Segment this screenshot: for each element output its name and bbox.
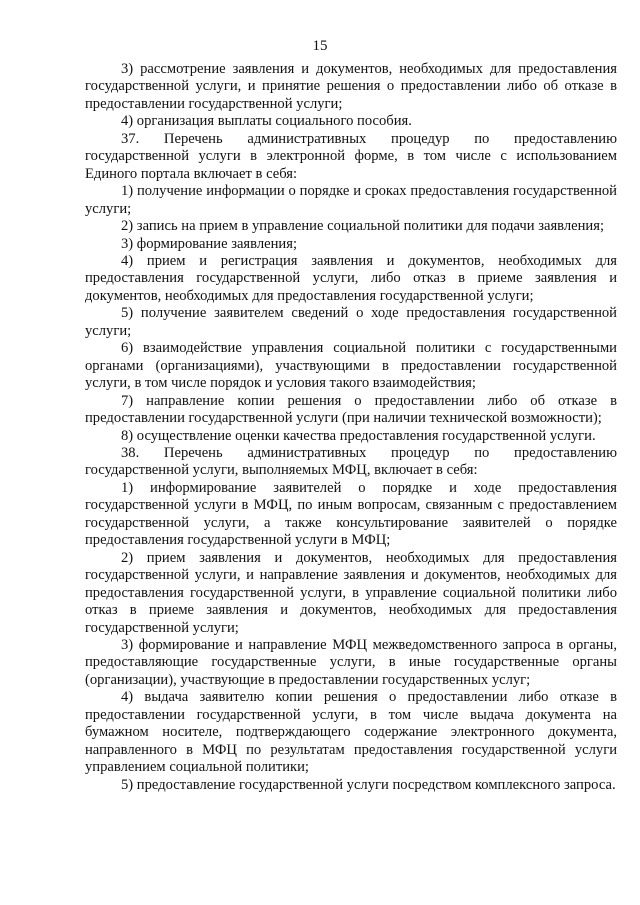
paragraph-37-item-1: 1) получение информации о порядке и сроках предоставления государственной услуги; (85, 183, 617, 217)
paragraph-37-item-6: 6) взаимодействие управления социальной политики с государственными органами (организациями), участвующими в предоставлении государственной услуги, в том числе порядок и условия такого взаимодействия; (85, 340, 617, 392)
paragraph-38-mfc-procedures: 38. Перечень административных процедур по предоставлению государственной услуги, выполняемых МФЦ, включает в себя: (85, 444, 617, 479)
paragraph-37-item-3: 3) формирование заявления; (121, 235, 297, 252)
paragraph-38-item-5: 5) предоставление государственной услуги посредством комплексного запроса. (121, 776, 616, 793)
paragraph-item-4-payment: 4) организация выплаты социального пособия. (121, 113, 412, 130)
paragraph-38-item-4: 4) выдача заявителю копии решения о предоставлении либо отказе в предоставлении государственной услуги, в том числе выдача документа на бумажном носителе, подтверждающего содержание электронного документа, направленного в МФЦ по результатам предоставления государственной услуги управлением социальной политики; (85, 689, 617, 776)
paragraph-37-item-5: 5) получение заявителем сведений о ходе предоставления государственной услуги; (85, 305, 617, 339)
paragraph-38-item-3: 3) формирование и направление МФЦ межведомственного запроса в органы, предоставляющие государственные услуги, в иные государственные органы (организации), участвующие в предоставлении государственных услуг; (85, 636, 617, 688)
paragraph-item-3-review: 3) рассмотрение заявления и документов, необходимых для предоставления государственной услуги, и принятие решения о предоставлении либо об отказе в предоставлении государственной услуги; (85, 61, 617, 112)
paragraph-37-item-2: 2) запись на прием в управление социальной политики для подачи заявления; (121, 218, 605, 235)
paragraph-37-item-4: 4) прием и регистрация заявления и документов, необходимых для предоставления государственной услуги, либо отказ в приеме заявления и документов, необходимых для предоставления государственной услуги; (85, 252, 617, 304)
paragraph-38-item-1: 1) информирование заявителей о порядке и ходе предоставления государственной услуги в МФЦ, по иным вопросам, связанным с предоставлением государственной услуги, а также консультирование заявителей о порядке предоставления государственной услуги в МФЦ; (85, 479, 617, 549)
paragraph-38-item-2: 2) прием заявления и документов, необходимых для предоставления государственной услуги, и направление заявления и документов, необходимых для предоставления государственной услуги, в управление социальной политики либо отказ в приеме заявления и документов, необходимых для предоставления государственной услуги; (85, 549, 617, 636)
paragraph-37-electronic-procedures: 37. Перечень административных процедур по предоставлению государственной услуги в электронной форме, в том числе с использованием Единого портала включает в себя: (85, 130, 617, 182)
document-body (85, 61, 617, 794)
page-number: 15 (312, 38, 328, 54)
paragraph-37-item-8: 8) осуществление оценки качества предоставления государственной услуги. (121, 427, 596, 444)
paragraph-37-item-7: 7) направление копии решения о предоставлении либо об отказе в предоставлении государственной услуги (при наличии технической возможности); (85, 392, 617, 427)
